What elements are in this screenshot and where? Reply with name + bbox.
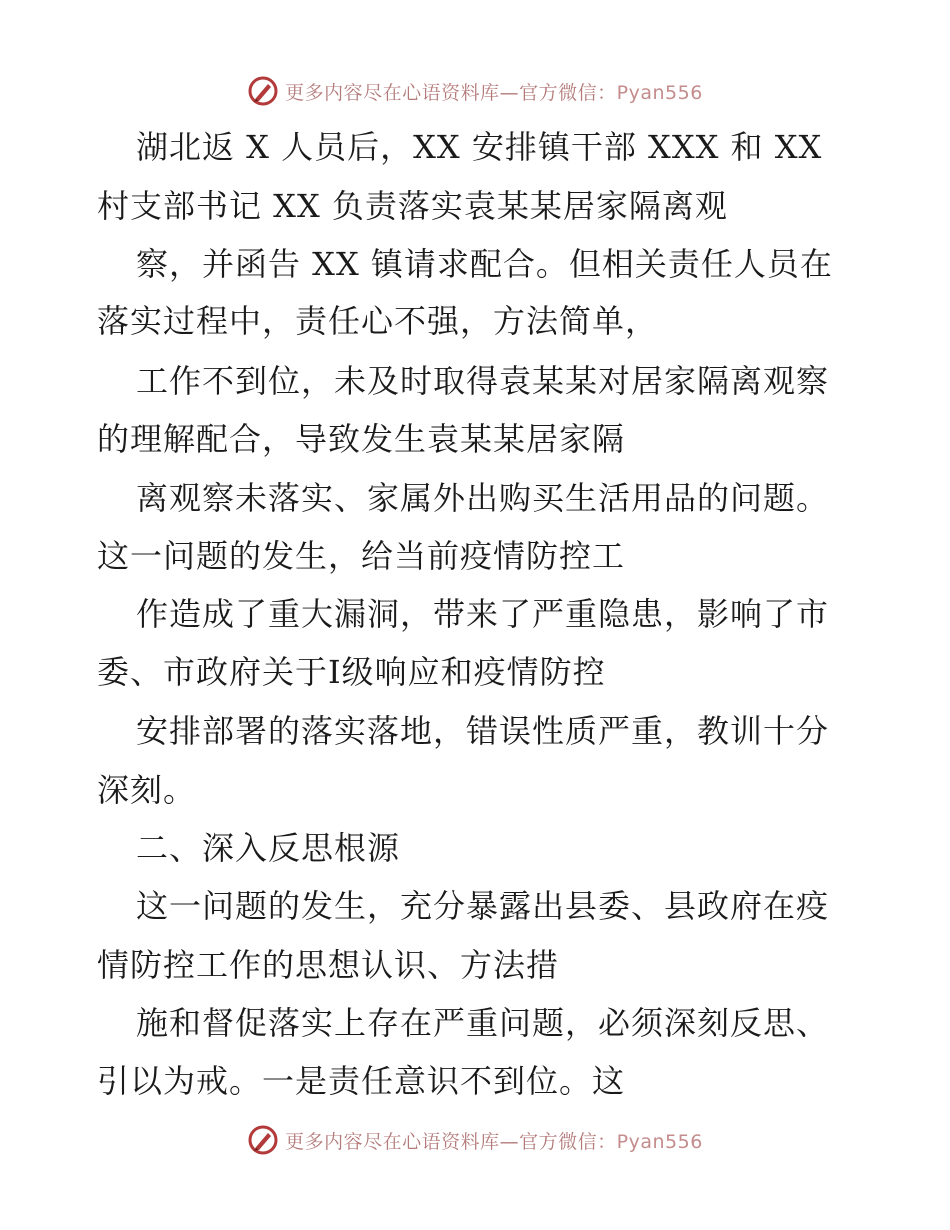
body-line: 落实过程中，责任心不强，方法简单， <box>97 302 659 340</box>
header-watermark <box>0 71 950 111</box>
body-line: 安排部署的落实落地，错误性质严重，教训十分 <box>136 712 830 750</box>
body-line: 作造成了重大漏洞，带来了严重隐患，影响了市 <box>136 595 830 633</box>
footer-watermark <box>0 1120 950 1160</box>
body-line: 施和督促落实上存在严重问题，必须深刻反思、 <box>136 1004 830 1042</box>
body-line: 离观察未落实、家属外出购买生活用品的问题。 <box>136 479 830 517</box>
section-heading: 二、深入反思根源 <box>136 829 401 867</box>
body-line: 湖北返 X 人员后，XX 安排镇干部 XXX 和 XX <box>136 128 823 166</box>
body-line: 引以为戒。一是责任意识不到位。这 <box>97 1062 626 1100</box>
body-line: 情防控工作的思想认识、方法措 <box>97 946 560 984</box>
body-line: 工作不到位，未及时取得袁某某对居家隔离观察 <box>136 362 830 400</box>
pen-logo-icon <box>247 1124 279 1156</box>
body-line: 委、市政府关于Ⅰ级响应和疫情防控 <box>97 653 606 691</box>
body-line: 这一问题的发生，给当前疫情防控工 <box>97 537 626 575</box>
watermark-text: 更多内容尽在心语资料库—官方微信：Pyan556 <box>285 81 703 104</box>
body-line: 察，并函告 XX 镇请求配合。但相关责任人员在 <box>136 245 833 283</box>
body-line: 深刻。 <box>97 771 197 809</box>
body-line: 的理解配合，导致发生袁某某居家隔 <box>97 420 626 458</box>
body-line: 这一问题的发生，充分暴露出县委、县政府在疫 <box>136 887 830 925</box>
body-line: 村支部书记 XX 负责落实袁某某居家隔离观 <box>97 187 728 225</box>
pen-logo-icon <box>247 75 279 107</box>
watermark-text: 更多内容尽在心语资料库—官方微信：Pyan556 <box>285 1130 703 1153</box>
